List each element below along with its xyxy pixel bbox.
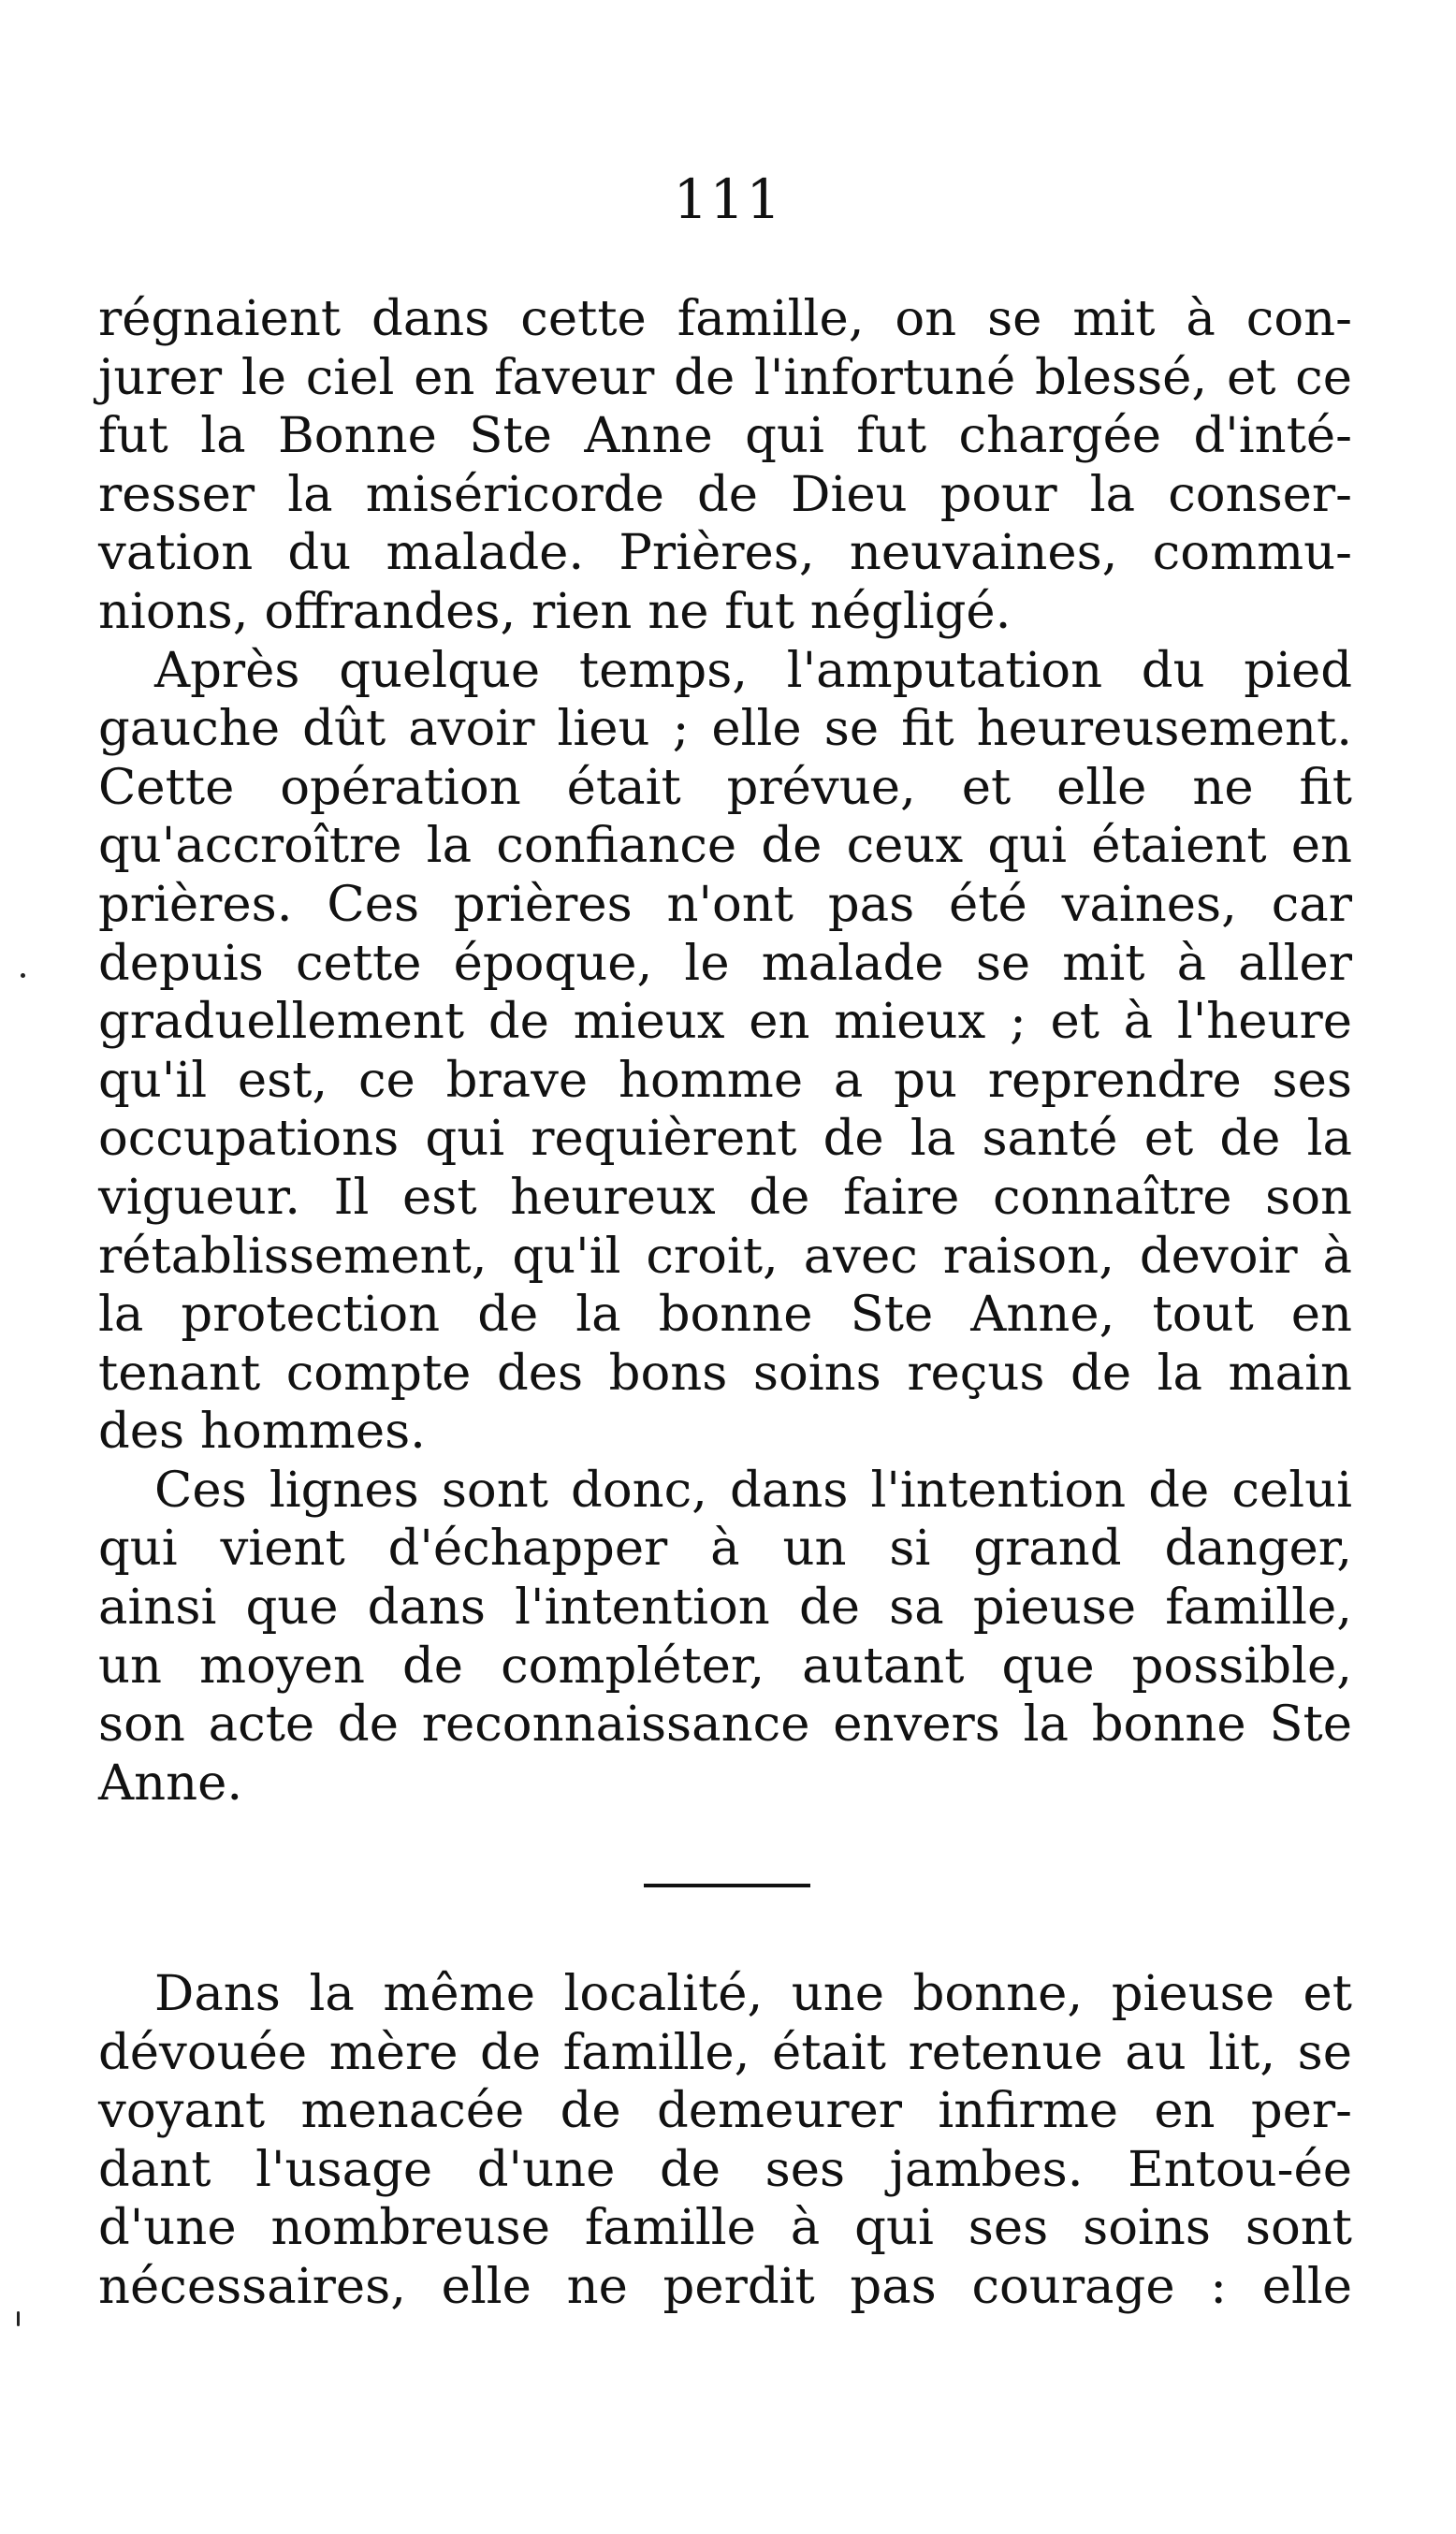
text-line: tenant compte des bons soins reçus de la main xyxy=(98,1344,1352,1402)
text-line: prières. Ces prières n'ont pas été vaines, car xyxy=(98,875,1352,933)
text-line: vigueur. Il est heureux de faire connaître son xyxy=(98,1168,1352,1226)
text-line: ainsi que dans l'intention de sa pieuse famille, xyxy=(98,1579,1352,1637)
text-line: depuis cette époque, le malade se mit à aller xyxy=(98,934,1352,992)
text-line: d'une nombreuse famille à qui ses soins sont xyxy=(98,2199,1352,2257)
main-text-top xyxy=(98,290,1352,1813)
text-line: la protection de la bonne Ste Anne, tout en xyxy=(98,1286,1352,1344)
text-line: gauche dût avoir lieu ; elle se fit heureusement. xyxy=(98,700,1352,758)
text-line: qu'accroître la confiance de ceux qui étaient en xyxy=(98,817,1352,875)
section-separator-rule xyxy=(644,1884,810,1887)
text-line: Ces lignes sont donc, dans l'intention de celui xyxy=(154,1461,1352,1519)
text-line: graduellement de mieux en mieux ; et à l'heure xyxy=(98,993,1352,1051)
text-line: nécessaires, elle ne perdit pas courage : elle xyxy=(98,2257,1352,2315)
text-line: son acte de reconnaissance envers la bonne Ste xyxy=(98,1696,1352,1754)
text-line: dévouée mère de famille, était retenue au lit, se xyxy=(98,2023,1352,2081)
text-line: des hommes. xyxy=(98,1403,426,1461)
paragraph-amputation xyxy=(98,642,1352,1462)
main-text-bottom xyxy=(98,1965,1352,2317)
text-line: Après quelque temps, l'amputation du pied xyxy=(154,641,1352,699)
page-number: 111 xyxy=(673,167,783,231)
text-line: fut la Bonne Ste Anne qui fut chargée d'inté- xyxy=(98,407,1352,465)
print-speck xyxy=(17,2311,20,2326)
text-line: un moyen de compléter, autant que possible, xyxy=(98,1637,1352,1695)
print-speck xyxy=(21,973,25,978)
text-line: Anne. xyxy=(98,1754,243,1812)
text-line: qu'il est, ce brave homme a pu reprendre ses xyxy=(98,1051,1352,1109)
text-line: nions, offrandes, rien ne fut négligé. xyxy=(98,582,1012,640)
paragraph-intention xyxy=(98,1462,1352,1813)
text-line: rétablissement, qu'il croit, avec raison, devoir à xyxy=(98,1227,1352,1285)
text-line: régnaient dans cette famille, on se mit à con- xyxy=(98,290,1352,347)
text-line: Dans la même localité, une bonne, pieuse et xyxy=(154,1965,1352,2022)
text-line: Cette opération était prévue, et elle ne fit xyxy=(98,758,1352,816)
text-line: qui vient d'échapper à un si grand danger, xyxy=(98,1520,1352,1578)
paragraph-mother xyxy=(98,1965,1352,2317)
text-line: resser la miséricorde de Dieu pour la conser- xyxy=(98,465,1352,523)
text-line: voyant menacée de demeurer infirme en per- xyxy=(98,2082,1352,2140)
text-line: dant l'usage d'une de ses jambes. Entou-ée xyxy=(98,2140,1352,2198)
text-line: jurer le ciel en faveur de l'infortuné blessé, et ce xyxy=(98,348,1352,406)
text-line: occupations qui requièrent de la santé et de la xyxy=(98,1110,1352,1168)
paragraph-continued xyxy=(98,290,1352,642)
text-line: vation du malade. Prières, neuvaines, commu- xyxy=(98,524,1352,582)
